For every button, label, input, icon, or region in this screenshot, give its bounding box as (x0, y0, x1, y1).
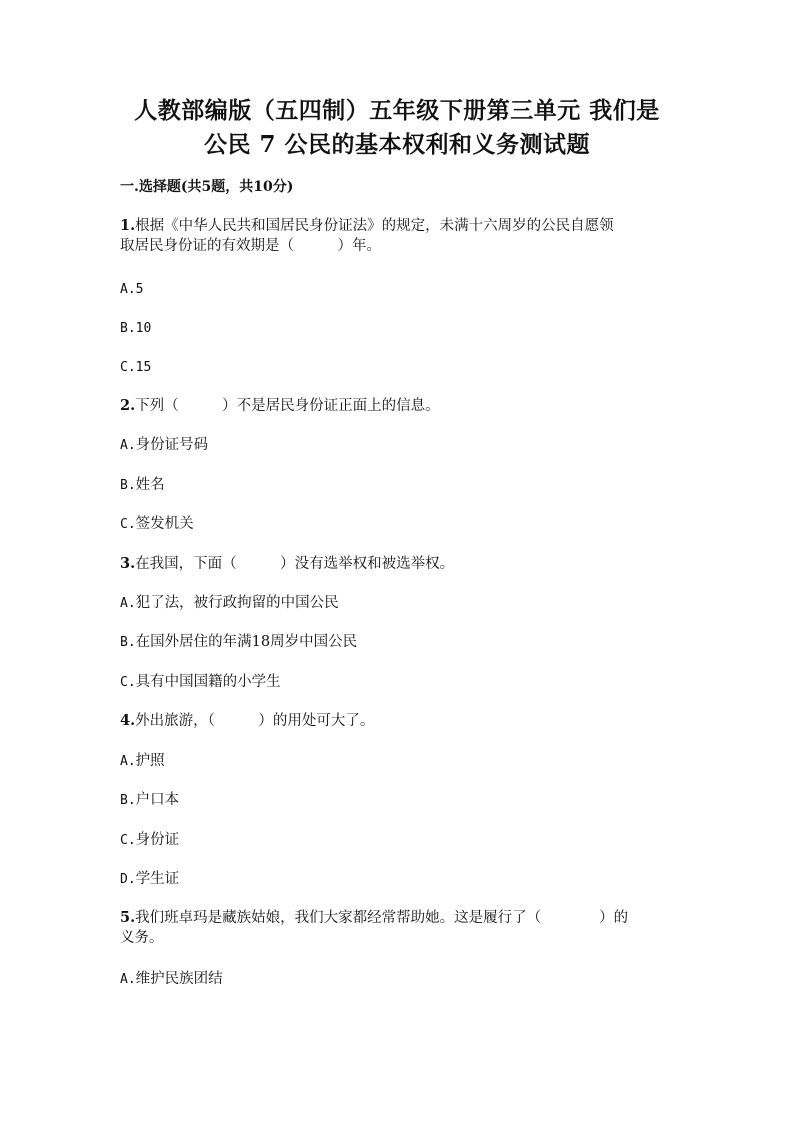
question-1-option-a: A.5 (120, 282, 144, 297)
question-4-line-1 (120, 711, 680, 731)
question-5-option-a: A.维护民族团结 (120, 971, 223, 987)
question-4-option-a: A.护照 (120, 753, 165, 769)
section-heading: 一.选择题(共5题，共10分) (120, 179, 294, 195)
question-2-text: 下列（ ）不是居民身份证正面上的信息。 (135, 398, 440, 414)
question-4-option-d: D.学生证 (120, 871, 180, 887)
doc-title-line-1: 人教部编版（五四制）五年级下册第三单元 我们是 (134, 97, 660, 124)
question-5-line-1 (120, 908, 680, 928)
question-1-line-1 (120, 216, 680, 236)
question-2-line-1 (120, 396, 680, 416)
question-5-text: 我们班卓玛是藏族姑娘，我们大家都经常帮助她。这是履行了（ ）的 (135, 910, 629, 926)
question-3-option-c: C.具有中国国籍的小学生 (120, 674, 281, 690)
question-3-option-b: B.在国外居住的年满18周岁中国公民 (120, 634, 358, 650)
doc-title-line-2: 公民 7 公民的基本权利和义务测试题 (203, 131, 591, 158)
question-1-option-b: B.10 (120, 321, 152, 336)
question-3-number: 3. (120, 555, 136, 572)
question-4-option-b: B.户口本 (120, 792, 180, 808)
question-1-text: 根据《中华人民共和国居民身份证法》的规定，未满十六周岁的公民自愿领 (135, 218, 614, 234)
question-5-number: 5. (120, 909, 136, 926)
question-3-text: 在我国，下面（ ）没有选举权和被选举权。 (135, 556, 455, 572)
question-4-option-c: C.身份证 (120, 832, 180, 848)
question-4-number: 4. (120, 712, 136, 729)
question-3-line-1 (120, 554, 680, 574)
question-2-option-c: C.签发机关 (120, 516, 194, 532)
question-1-option-c: C.15 (120, 360, 152, 375)
question-2-option-a: A.身份证号码 (120, 437, 209, 453)
question-5-line-2: 义务。 (120, 930, 164, 946)
question-4-text: 外出旅游，（ ）的用处可大了。 (135, 713, 375, 729)
question-2-option-b: B.姓名 (120, 477, 165, 493)
question-2-number: 2. (120, 397, 136, 414)
question-3-option-a: A.犯了法，被行政拘留的中国公民 (120, 595, 339, 611)
question-1-number: 1. (120, 217, 136, 234)
question-1-line-2: 取居民身份证的有效期是（ ）年。 (120, 238, 381, 254)
